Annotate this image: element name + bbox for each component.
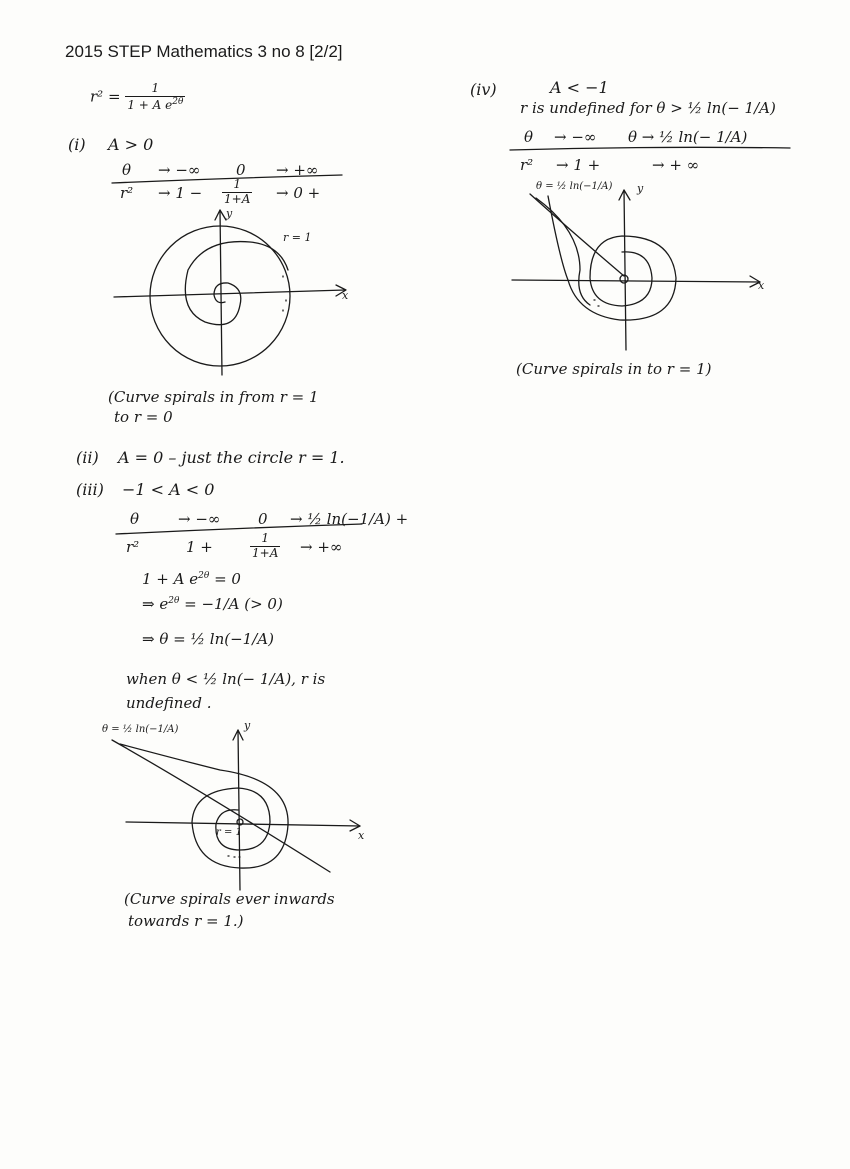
part-iv-undefined: r is undefined for θ > ½ ln(− 1/A) <box>520 99 776 117</box>
part-iv-table-r2-neg: → 1 + <box>556 156 601 174</box>
part-iv-asymptote <box>530 194 624 276</box>
part-iii-table-theta: θ <box>130 510 140 528</box>
part-i-label: (i) <box>68 135 86 154</box>
part-iii-table-rule <box>116 524 362 534</box>
equation-fraction: $\frac{1}{1 + A e^{2\theta}}$ <box>127 81 184 112</box>
part-i-y-axis <box>220 210 222 375</box>
part-iii-x-label: x <box>358 829 365 842</box>
part-i-table-theta: θ <box>122 161 132 179</box>
part-iv-table-rule <box>510 147 790 150</box>
part-i-spiral <box>185 242 288 325</box>
part-iv-table-theta: θ <box>524 128 534 146</box>
part-iii-table-r2-neg: 1 + <box>186 538 213 556</box>
part-iii-eq1: 1 + A $e^{2\theta} = 0$ <box>142 570 241 588</box>
part-iii-graph <box>112 730 360 890</box>
equation-lhs: r² = <box>90 87 121 106</box>
part-iv-table-r2: r² <box>520 156 534 174</box>
part-i-table-r2-zero: $\frac{1}{1+A}$ <box>224 177 251 206</box>
part-iii-spiral-dots <box>228 856 240 857</box>
part-iii-eq3: ⇒ θ = ½ ln(−1/A) <box>142 630 274 648</box>
part-i-note-2: to r = 0 <box>114 408 173 426</box>
part-iv-curve-2 <box>536 198 590 305</box>
page-header: 2015 STEP Mathematics 3 no 8 [2/2] <box>65 42 343 61</box>
part-ii-label: (ii) <box>76 448 99 467</box>
part-i-spiral-dots <box>283 276 286 311</box>
part-iv-condition: A < −1 <box>550 78 609 97</box>
part-i-x-axis <box>114 290 345 297</box>
part-iii-theta-label: θ = ½ ln(−1/A) <box>102 724 179 735</box>
part-iv-graph <box>512 190 760 350</box>
part-iv-y-axis <box>624 190 626 350</box>
part-i-r-label: r = 1 <box>283 231 312 244</box>
part-iii-table-r2-pos: → +∞ <box>300 538 343 556</box>
part-ii-text: A = 0 – just the circle r = 1. <box>118 448 345 467</box>
part-iii-when-2: undefined . <box>126 694 212 712</box>
part-iv-table-r2-pos: → + ∞ <box>652 156 700 174</box>
part-iii-table-theta-zero: 0 <box>258 510 268 528</box>
part-iii-note-2: towards r = 1.) <box>128 912 244 930</box>
part-iii-asymptote <box>112 740 330 872</box>
part-iii-table-theta-neg: → −∞ <box>178 510 221 528</box>
part-iii-eq2: ⇒ $e^{2\theta} = -1/A$ (> 0) <box>142 595 283 613</box>
part-iii-condition: −1 < A < 0 <box>122 480 215 499</box>
part-iii-r-label: r = 1 <box>216 827 242 838</box>
part-i-table-theta-neg: → −∞ <box>158 161 201 179</box>
part-i-note-1: (Curve spirals in from r = 1 <box>108 388 319 406</box>
part-i-table-theta-pos: → +∞ <box>276 161 319 179</box>
part-iii-table-r2-zero: $\frac{1}{1+A}$ <box>252 531 279 560</box>
part-iv-spiral <box>548 196 676 320</box>
part-iii-y-label: y <box>244 719 251 732</box>
part-iii-label: (iii) <box>76 480 104 499</box>
part-iv-table-theta-lim: θ → ½ ln(− 1/A) <box>628 128 748 146</box>
part-iv-x-label: x <box>758 279 765 292</box>
part-i-x-label: x <box>342 289 349 302</box>
part-iii-spiral <box>120 744 288 868</box>
part-iv-note: (Curve spirals in to r = 1) <box>516 360 712 378</box>
part-iv-y-label: y <box>637 182 644 195</box>
part-iv-x-axis <box>512 280 760 282</box>
part-iii-when-1: when θ < ½ ln(− 1/A), r is <box>126 670 326 688</box>
part-i-table-rule <box>112 175 342 183</box>
part-iv-theta-label: θ = ½ ln(−1/A) <box>536 181 613 192</box>
part-iv-label: (iv) <box>470 80 497 99</box>
part-iv-spiral-dots <box>594 300 599 306</box>
part-i-table-r2-pos: → 0 + <box>276 184 321 202</box>
part-iii-table-r2: r² <box>126 538 140 556</box>
part-i-y-label: y <box>226 207 233 220</box>
part-i-table-theta-zero: 0 <box>236 161 246 179</box>
part-iii-table-theta-pos: → ½ ln(−1/A) + <box>290 510 409 528</box>
part-i-graph <box>114 207 349 375</box>
part-i-condition: A > 0 <box>108 135 154 154</box>
part-iii-note-1: (Curve spirals ever inwards <box>124 890 335 908</box>
part-i-table-r2: r² <box>120 184 134 202</box>
part-i-table-r2-neg: → 1 − <box>158 184 203 202</box>
part-iv-table-theta-neg: → −∞ <box>554 128 597 146</box>
